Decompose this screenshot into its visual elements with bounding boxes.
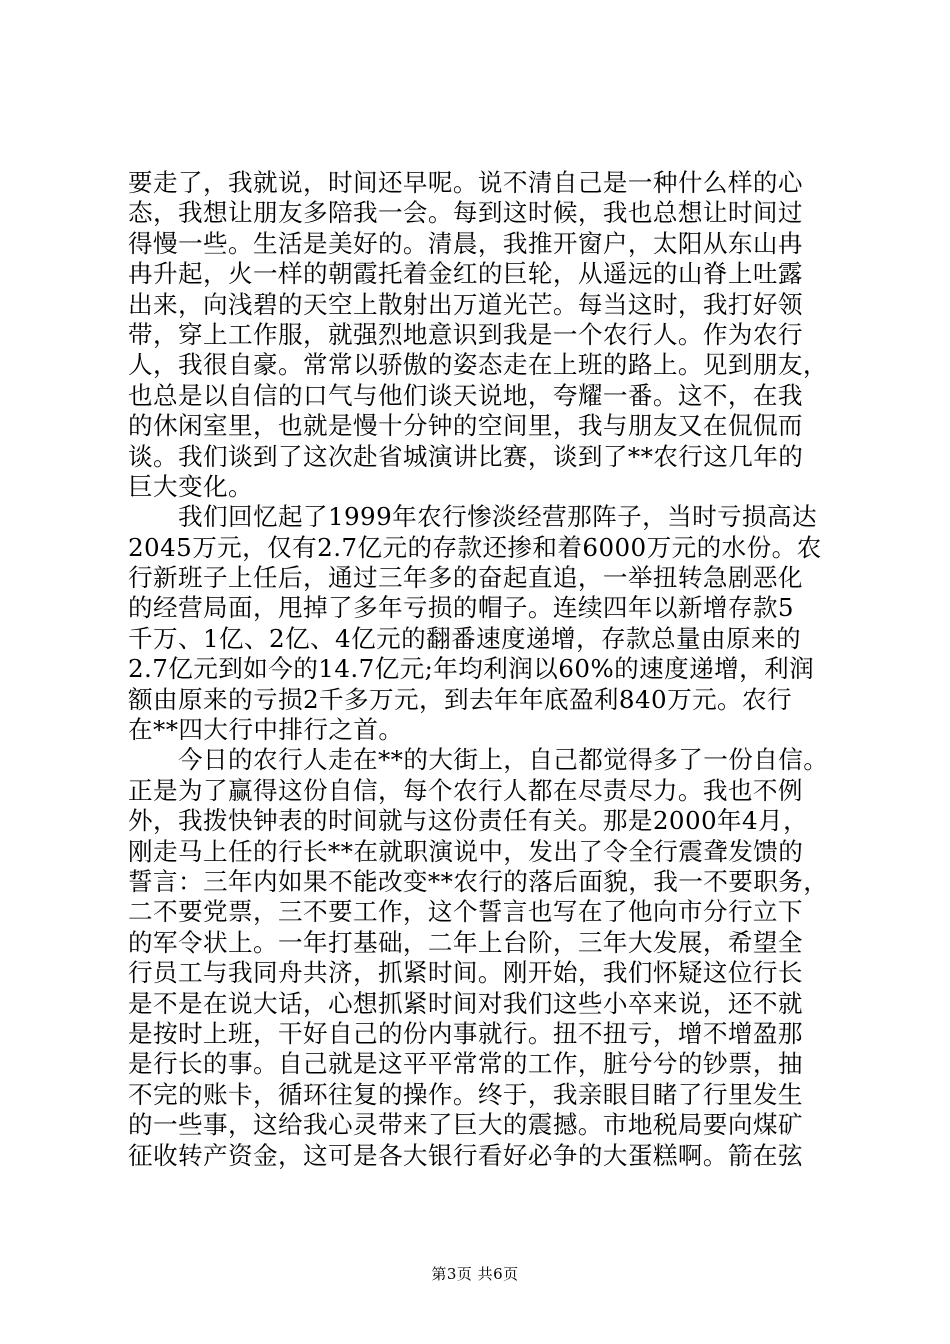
text-line: 态，我想让朋友多陪我一会。每到这时候，我也总想让时间过 <box>128 198 803 228</box>
text-line: 的一些事，这给我心灵带来了巨大的震撼。市地税局要向煤矿 <box>128 1110 803 1140</box>
text-line: 我们回忆起了1999年农行惨淡经营那阵子，当时亏损高达 <box>128 502 818 532</box>
text-line: 征收转产资金，这可是各大银行看好必争的大蛋糕啊。箭在弦 <box>128 1140 803 1170</box>
text-line: 的军令状上。一年打基础，二年上台阶，三年大发展，希望全 <box>128 927 803 957</box>
text-line: 得慢一些。生活是美好的。清晨，我推开窗户，太阳从东山冉 <box>128 228 803 258</box>
text-line: 要走了，我就说，时间还早呢。说不清自己是一种什么样的心 <box>128 168 803 197</box>
text-line: 二不要党票，三不要工作，这个誓言也写在了他向市分行立下 <box>128 897 803 927</box>
text-line: 今日的农行人走在**的大街上，自己都觉得多了一份自信。 <box>128 745 829 775</box>
text-line: 也总是以自信的口气与他们谈天说地，夸耀一番。这不，在我 <box>128 380 803 410</box>
text-line: 出来，向浅碧的天空上散射出万道光芒。每当这时，我打好领 <box>128 289 803 319</box>
text-line: 2045万元，仅有2.7亿元的存款还掺和着6000万元的水份。农 <box>128 532 822 562</box>
text-line: 正是为了赢得这份自信，每个农行人都在尽责尽力。我也不例 <box>128 775 803 805</box>
text-line: 的休闲室里，也就是慢十分钟的空间里，我与朋友又在侃侃而 <box>128 411 803 441</box>
text-line: 行新班子上任后，通过三年多的奋起直追，一举扭转急剧恶化 <box>128 563 803 593</box>
text-line: 是按时上班，干好自己的份内事就行。扭不扭亏，增不增盈那 <box>128 1018 803 1048</box>
text-line: 2.7亿元到如今的14.7亿元;年均利润以60%的速度递增，利润 <box>128 654 815 684</box>
text-line: 在**四大行中排行之首。 <box>128 715 404 745</box>
text-line: 谈。我们谈到了这次赴省城演讲比赛，谈到了**农行这几年的 <box>128 441 804 471</box>
text-line: 不完的账卡，循环往复的操作。终于，我亲眼目睹了行里发生 <box>128 1079 803 1109</box>
body-text <box>128 168 828 1171</box>
text-line: 是不是在说大话，心想抓紧时间对我们这些小卒来说，还不就 <box>128 988 803 1018</box>
text-line: 人，我很自豪。常常以骄傲的姿态走在上班的路上。见到朋友， <box>128 350 828 380</box>
text-line: 冉升起，火一样的朝霞托着金红的巨轮，从遥远的山脊上吐露 <box>128 259 803 289</box>
text-line: 是行长的事。自己就是这平平常常的工作，脏兮兮的钞票，抽 <box>128 1049 803 1079</box>
text-line: 千万、1亿、2亿、4亿元的翻番速度递增，存款总量由原来的 <box>128 623 801 653</box>
text-line: 刚走马上任的行长**在就职演说中，发出了令全行震聋发馈的 <box>128 836 804 866</box>
text-line: 带，穿上工作服，就强烈地意识到我是一个农行人。作为农行 <box>128 319 803 349</box>
text-line: 外，我拨快钟表的时间就与这份责任有关。那是2000年4月， <box>128 806 809 836</box>
page-number-footer: 第3页 共6页 <box>431 1265 519 1283</box>
text-line: 巨大变化。 <box>128 471 253 501</box>
text-line: 行员工与我同舟共济，抓紧时间。刚开始，我们怀疑这位行长 <box>128 958 803 988</box>
text-line: 额由原来的亏损2千多万元，到去年年底盈利840万元。农行 <box>128 684 793 714</box>
text-line: 的经营局面，甩掉了多年亏损的帽子。连续四年以新增存款5 <box>128 593 794 623</box>
text-line: 誓言：三年内如果不能改变**农行的落后面貌，我一不要职务， <box>128 866 829 896</box>
